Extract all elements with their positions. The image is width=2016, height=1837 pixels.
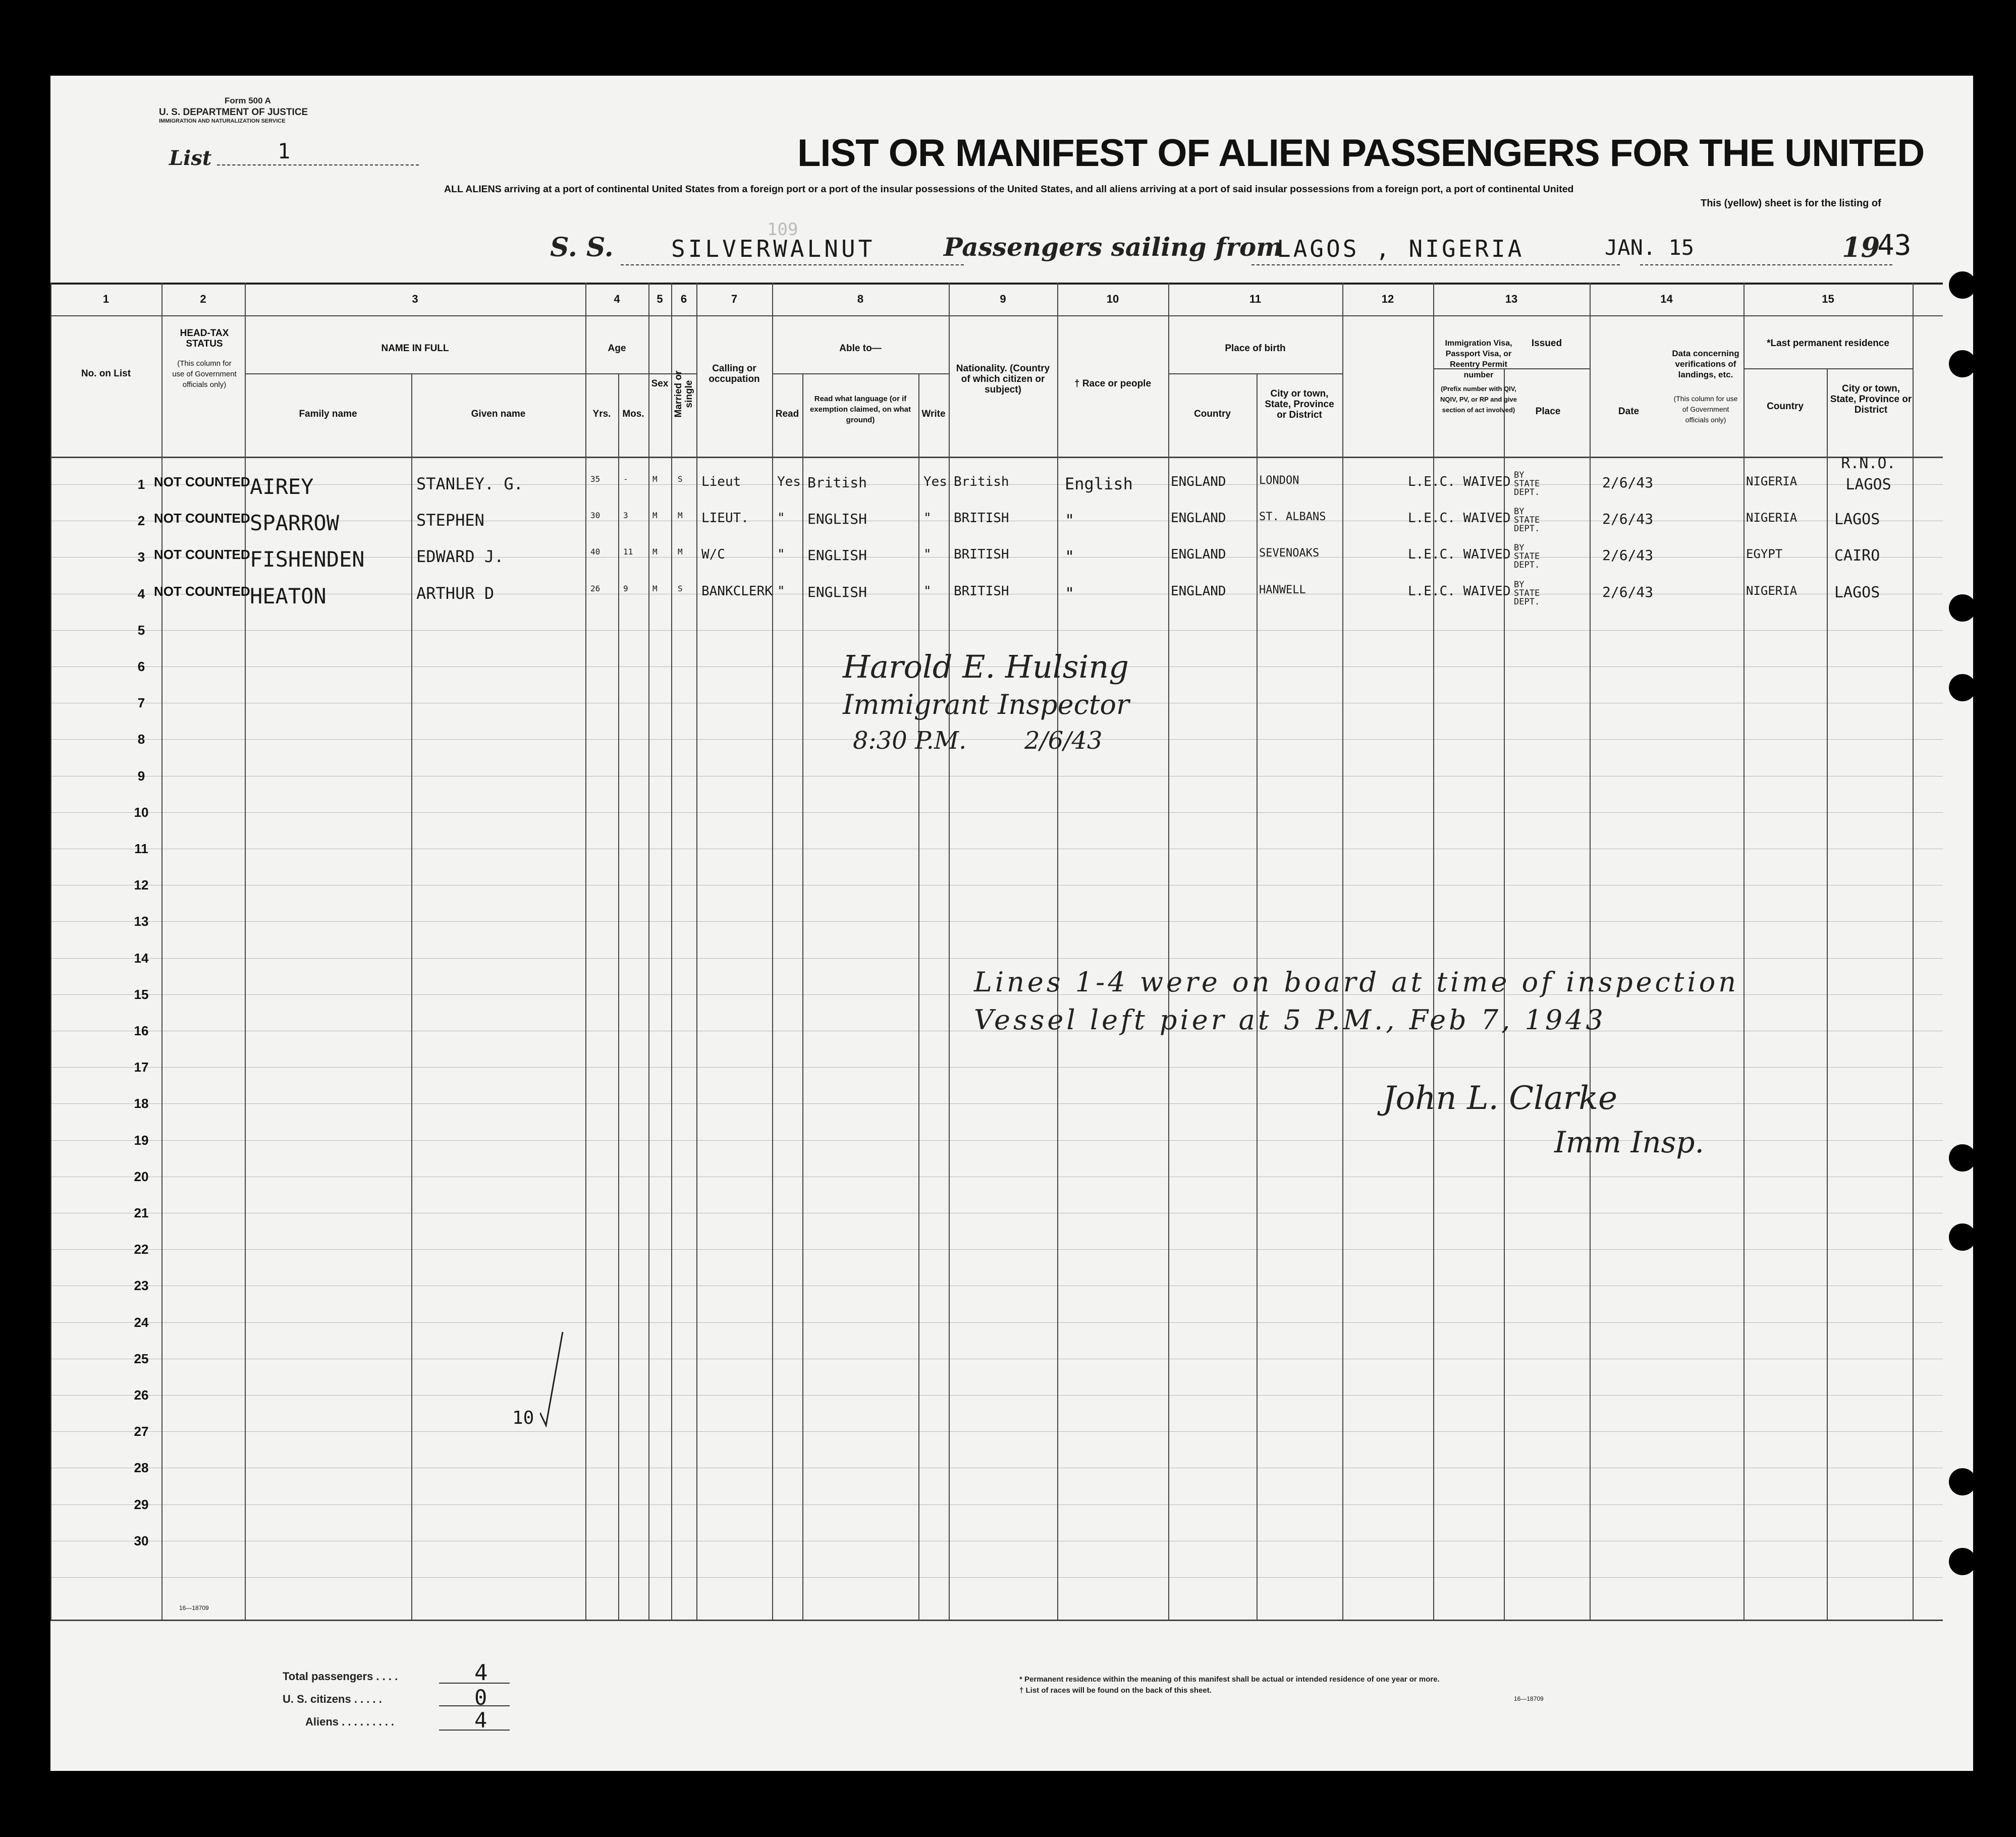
- row-rule: [50, 1103, 1943, 1104]
- row-rule: [50, 630, 1943, 631]
- given-name: STANLEY. G.: [416, 474, 523, 493]
- column-number: 14: [1660, 293, 1673, 305]
- race: ": [1065, 584, 1075, 603]
- column-number: 7: [731, 293, 738, 305]
- row-number: 10: [134, 805, 149, 820]
- read-language: ENGLISH: [807, 547, 867, 564]
- row-number: 4: [137, 586, 145, 601]
- row-rule: [50, 1577, 1943, 1578]
- table-row: [50, 455, 1943, 511]
- hdr-nationality: Nationality. (Country of which citizen or subject): [956, 363, 1050, 395]
- hdr-res-country: Country: [1767, 401, 1804, 412]
- binder-hole-icon: [1949, 1548, 1976, 1575]
- hdr-verifications-note: (This column for use of Government officials only): [1673, 395, 1738, 424]
- birth-city: HANWELL: [1259, 584, 1306, 596]
- race: English: [1065, 474, 1133, 493]
- hdr-read-language: Read what language (or if exemption claimed, on what ground): [809, 395, 911, 424]
- footnote-residence: * Permanent residence within the meaning of this manifest shall be actual or intended residence of one year or more.: [1019, 1675, 1440, 1684]
- hdr-head-tax: HEAD-TAX STATUS: [180, 328, 229, 349]
- row-number: 23: [134, 1278, 149, 1293]
- print-code-left: 16—18709: [179, 1604, 209, 1611]
- family-name: HEATON: [250, 584, 326, 608]
- row-number: 29: [134, 1497, 149, 1512]
- age-months: 3: [623, 511, 628, 520]
- row-number: 16: [134, 1023, 149, 1038]
- marital-status: M: [678, 547, 683, 556]
- given-name: STEPHEN: [416, 511, 484, 530]
- inspector-signature: Harold E. Hulsing: [843, 648, 1129, 685]
- column-number: 3: [412, 293, 418, 305]
- list-label: List: [169, 146, 212, 170]
- hdr-married: Married or single: [673, 370, 694, 418]
- hdr-birth-city: City or town, State, Province or District: [1265, 388, 1334, 420]
- row-number: 20: [134, 1169, 149, 1184]
- birth-country: ENGLAND: [1171, 511, 1226, 526]
- row-number: 30: [134, 1533, 149, 1548]
- binder-hole-icon: [1949, 271, 1976, 299]
- colnum-border: [50, 315, 1943, 316]
- binder-hole-icon: [1949, 1223, 1976, 1251]
- issued-place: BY STATE DEPT.: [1514, 543, 1540, 570]
- print-code: 16—18709: [1514, 1695, 1544, 1702]
- visa-number: L.E.C. WAIVED: [1408, 474, 1511, 489]
- read-language: British: [807, 474, 867, 491]
- calling: BANKCLERK: [701, 584, 773, 599]
- marital-status: S: [678, 474, 683, 484]
- head-tax-status: NOT COUNTED: [154, 584, 250, 599]
- calling: Lieut: [701, 474, 741, 489]
- sailing-label: Passengers sailing from: [944, 232, 1283, 262]
- aliens-value: 4: [474, 1708, 487, 1733]
- row-number: 1: [137, 477, 145, 492]
- residence-country: NIGERIA: [1746, 584, 1797, 598]
- list-underline: [217, 161, 419, 165]
- row-number: 6: [137, 659, 145, 674]
- nationality: BRITISH: [954, 511, 1009, 526]
- row-number: 9: [137, 768, 145, 784]
- can-read: ": [777, 547, 785, 562]
- row-number: 7: [137, 695, 145, 710]
- residence-city: LAGOS: [1834, 511, 1880, 528]
- ship-underline: [621, 262, 964, 265]
- hdr-visa: Immigration Visa, Passport Visa, or Reentry Permit number: [1445, 339, 1512, 379]
- total-passengers-label: Total passengers . . . .: [283, 1670, 398, 1683]
- margin-mark: 10: [512, 1408, 534, 1428]
- birth-country: ENGLAND: [1171, 474, 1226, 489]
- aliens-label: Aliens . . . . . . . . .: [305, 1715, 395, 1728]
- column-number: 2: [200, 293, 206, 305]
- calling: LIEUT.: [701, 511, 749, 526]
- head-tax-status: NOT COUNTED: [154, 511, 250, 526]
- hdr-yrs: Yrs.: [592, 409, 611, 419]
- issued-date: 2/6/43: [1602, 474, 1654, 491]
- row-number: 15: [134, 987, 149, 1002]
- can-read: Yes: [777, 474, 801, 489]
- nationality: BRITISH: [954, 584, 1009, 599]
- row-number: 3: [137, 549, 145, 565]
- column-number: 5: [657, 293, 663, 305]
- row-rule: [50, 1249, 1943, 1250]
- hdr-race: † Race or people: [1074, 378, 1152, 389]
- column-number: 13: [1505, 293, 1518, 305]
- sex: M: [652, 584, 658, 593]
- res-sub-line: [1743, 368, 1913, 369]
- row-rule: [50, 739, 1943, 740]
- row-rule: [50, 1067, 1943, 1068]
- can-read: ": [777, 584, 785, 599]
- age-months: -: [623, 474, 628, 484]
- name-sub-line: [245, 373, 696, 374]
- given-name: EDWARD J.: [416, 547, 504, 566]
- marital-status: M: [678, 511, 683, 520]
- column-number: 11: [1249, 293, 1262, 305]
- hdr-name-in-full: NAME IN FULL: [381, 343, 449, 354]
- visa-number: L.E.C. WAIVED: [1408, 584, 1511, 599]
- can-read: ": [777, 511, 785, 526]
- table-row: [50, 543, 1943, 583]
- residence-city: LAGOS: [1834, 584, 1880, 601]
- column-number: 8: [857, 293, 864, 305]
- second-signer-title: Imm Insp.: [1554, 1125, 1704, 1159]
- head-tax-status: NOT COUNTED: [154, 547, 250, 562]
- calling: W/C: [701, 547, 725, 562]
- marital-status: S: [678, 584, 683, 593]
- binder-hole-icon: [1949, 594, 1976, 622]
- residence-country: EGYPT: [1746, 547, 1783, 561]
- sailing-date: JAN. 15: [1605, 235, 1695, 260]
- sex: M: [652, 474, 658, 484]
- issued-date: 2/6/43: [1602, 511, 1654, 527]
- footnote-races: † List of races will be found on the back of this sheet.: [1019, 1686, 1212, 1695]
- hdr-head-tax-note: (This column for use of Government officials only): [172, 359, 237, 389]
- year-suffix: 43: [1877, 229, 1912, 262]
- column-number: 9: [1000, 293, 1006, 305]
- row-number: 13: [134, 914, 149, 929]
- birth-sub-line: [1168, 373, 1342, 374]
- family-name: FISHENDEN: [250, 547, 365, 572]
- hdr-issued-date: Date: [1618, 406, 1640, 417]
- nationality: British: [954, 474, 1009, 489]
- birth-country: ENGLAND: [1171, 584, 1226, 599]
- notice-line-2: This (yellow) sheet is for the listing of: [1701, 198, 1881, 209]
- hdr-issued-place: Place: [1535, 406, 1561, 417]
- column-number: 10: [1106, 293, 1119, 305]
- hdr-last-residence: *Last permanent residence: [1767, 338, 1889, 349]
- row-number: 2: [137, 513, 145, 528]
- birth-city: SEVENOAKS: [1259, 547, 1320, 560]
- hdr-sex: Sex: [651, 378, 669, 389]
- head-tax-status: NOT COUNTED: [154, 474, 250, 489]
- service-name: IMMIGRATION AND NATURALIZATION SERVICE: [159, 118, 286, 124]
- hdr-given-name: Given name: [471, 409, 526, 419]
- issued-place: BY STATE DEPT.: [1514, 470, 1540, 497]
- column-number: 1: [102, 293, 110, 305]
- department-name: U. S. DEPARTMENT OF JUSTICE: [159, 107, 308, 118]
- hdr-read: Read: [775, 409, 799, 419]
- column-number: 4: [614, 293, 620, 305]
- binder-hole-icon: [1949, 1468, 1976, 1495]
- age-years: 40: [590, 547, 601, 556]
- table-row: [50, 507, 1943, 547]
- row-number: 28: [134, 1460, 149, 1475]
- table-row: [50, 580, 1943, 620]
- residence-country: NIGERIA: [1746, 511, 1797, 525]
- hdr-birth-country: Country: [1194, 409, 1231, 419]
- residence-country: NIGERIA: [1746, 474, 1797, 488]
- year-prefix: 19: [1842, 231, 1880, 263]
- row-number: 25: [134, 1351, 149, 1366]
- column-number: 15: [1822, 293, 1834, 305]
- race: ": [1065, 511, 1075, 530]
- hdr-write: Write: [921, 409, 946, 419]
- can-write: ": [923, 547, 932, 562]
- us-citizens-value: 0: [474, 1685, 487, 1710]
- row-number: 26: [134, 1387, 149, 1403]
- port-underline: [1251, 262, 1620, 265]
- note-line-2: Vessel left pier at 5 P.M., Feb 7, 1943: [974, 1004, 1606, 1036]
- manifest-sheet: [50, 76, 1973, 1771]
- issued-place: BY STATE DEPT.: [1514, 580, 1540, 607]
- age-years: 30: [590, 511, 601, 520]
- age-years: 35: [590, 474, 601, 484]
- hdr-res-city: City or town, State, Province or District: [1830, 383, 1912, 415]
- binder-hole-icon: [1949, 674, 1976, 701]
- total-passengers-value: 4: [474, 1660, 488, 1686]
- hdr-visa-note: (Prefix number with QIV, NQIV, PV, or RP and give section of act involved): [1440, 385, 1517, 414]
- ship-name: SILVERWALNUT: [671, 235, 876, 262]
- nationality: BRITISH: [954, 547, 1009, 562]
- race: ": [1065, 547, 1075, 566]
- row-rule: [50, 958, 1943, 959]
- age-months: 11: [623, 547, 633, 556]
- row-number: 11: [134, 841, 148, 856]
- notice-line-1: ALL ALIENS arriving at a port of continental United States from a foreign port or a port of the insular possessions of the United States, and all aliens arriving at a port of said insular possessions from a foreign port, a port of continental United: [444, 184, 1574, 195]
- row-number: 12: [134, 877, 149, 893]
- birth-city: LONDON: [1259, 474, 1299, 487]
- residence-city: R.N.O. LAGOS: [1841, 455, 1896, 493]
- row-number: 14: [134, 951, 149, 966]
- birth-country: ENGLAND: [1171, 547, 1226, 562]
- visa-number: L.E.C. WAIVED: [1408, 511, 1511, 526]
- family-name: SPARROW: [250, 511, 340, 535]
- us-citizens-label: U. S. citizens . . . . .: [283, 1693, 382, 1705]
- hdr-calling: Calling or occupation: [709, 363, 760, 384]
- family-name: AIREY: [250, 474, 314, 499]
- sex: M: [652, 547, 658, 556]
- read-language: ENGLISH: [807, 511, 867, 527]
- row-number: 27: [134, 1424, 149, 1439]
- age-years: 26: [590, 584, 601, 593]
- hdr-age: Age: [608, 343, 626, 354]
- row-number: 22: [134, 1242, 149, 1257]
- can-write: ": [923, 511, 932, 526]
- issued-date: 2/6/43: [1602, 547, 1654, 564]
- hdr-able-to: Able to—: [839, 343, 882, 354]
- hdr-no-on-list: No. on List: [81, 368, 131, 379]
- inspection-date: 2/6/43: [1024, 727, 1103, 755]
- note-line-1: Lines 1-4 were on board at time of inspection: [974, 966, 1739, 998]
- row-number: 17: [134, 1060, 149, 1075]
- page-title: LIST OR MANIFEST OF ALIEN PASSENGERS FOR THE UNITED: [797, 132, 1925, 175]
- read-language: ENGLISH: [807, 584, 867, 600]
- hdr-mos: Mos.: [622, 409, 644, 419]
- hdr-issued: Issued: [1531, 338, 1562, 349]
- hdr-family-name: Family name: [299, 409, 357, 419]
- row-number: 19: [134, 1133, 149, 1148]
- row-number: 5: [137, 623, 145, 638]
- inspection-time: 8:30 P.M.: [853, 727, 967, 755]
- row-rule: [50, 921, 1943, 922]
- table-top-border: [50, 283, 1943, 285]
- list-value: 1: [278, 139, 291, 163]
- sex: M: [652, 511, 658, 520]
- header-bottom-border: [50, 457, 1943, 458]
- row-number: 18: [134, 1096, 149, 1111]
- check-mark-icon: [540, 1332, 570, 1433]
- row-number: 21: [134, 1205, 149, 1220]
- birth-city: ST. ALBANS: [1259, 511, 1326, 523]
- faint-stamp-number: 109: [767, 219, 798, 240]
- age-months: 9: [623, 584, 628, 593]
- row-rule: [50, 1395, 1943, 1396]
- second-signature: John L. Clarke: [1383, 1080, 1617, 1117]
- form-number: Form 500 A: [225, 96, 271, 105]
- issued-place: BY STATE DEPT.: [1514, 507, 1540, 534]
- issued-date: 2/6/43: [1602, 584, 1654, 600]
- row-number: 24: [134, 1315, 149, 1330]
- residence-city: CAIRO: [1834, 547, 1880, 565]
- port-name: LAGOS , NIGERIA: [1277, 235, 1524, 262]
- visa-number: L.E.C. WAIVED: [1408, 547, 1511, 562]
- given-name: ARTHUR D: [416, 584, 495, 603]
- can-write: ": [923, 584, 932, 599]
- row-rule: [50, 1431, 1943, 1432]
- can-write: Yes: [923, 474, 947, 489]
- column-number: 6: [680, 293, 687, 305]
- row-number: 8: [137, 732, 145, 747]
- hdr-place-of-birth: Place of birth: [1225, 343, 1286, 354]
- row-rule: [50, 812, 1943, 813]
- able-sub-line: [772, 373, 949, 374]
- binder-hole-icon: [1949, 350, 1976, 377]
- ss-label: S. S.: [550, 232, 614, 263]
- hdr-verifications: Data concerning verifications of landings, etc.: [1672, 349, 1739, 379]
- row-rule: [50, 1322, 1943, 1323]
- table-bottom-border: [50, 1620, 1943, 1621]
- inspector-title: Immigrant Inspector: [843, 689, 1129, 720]
- column-number: 12: [1381, 293, 1394, 305]
- binder-hole-icon: [1949, 1144, 1976, 1172]
